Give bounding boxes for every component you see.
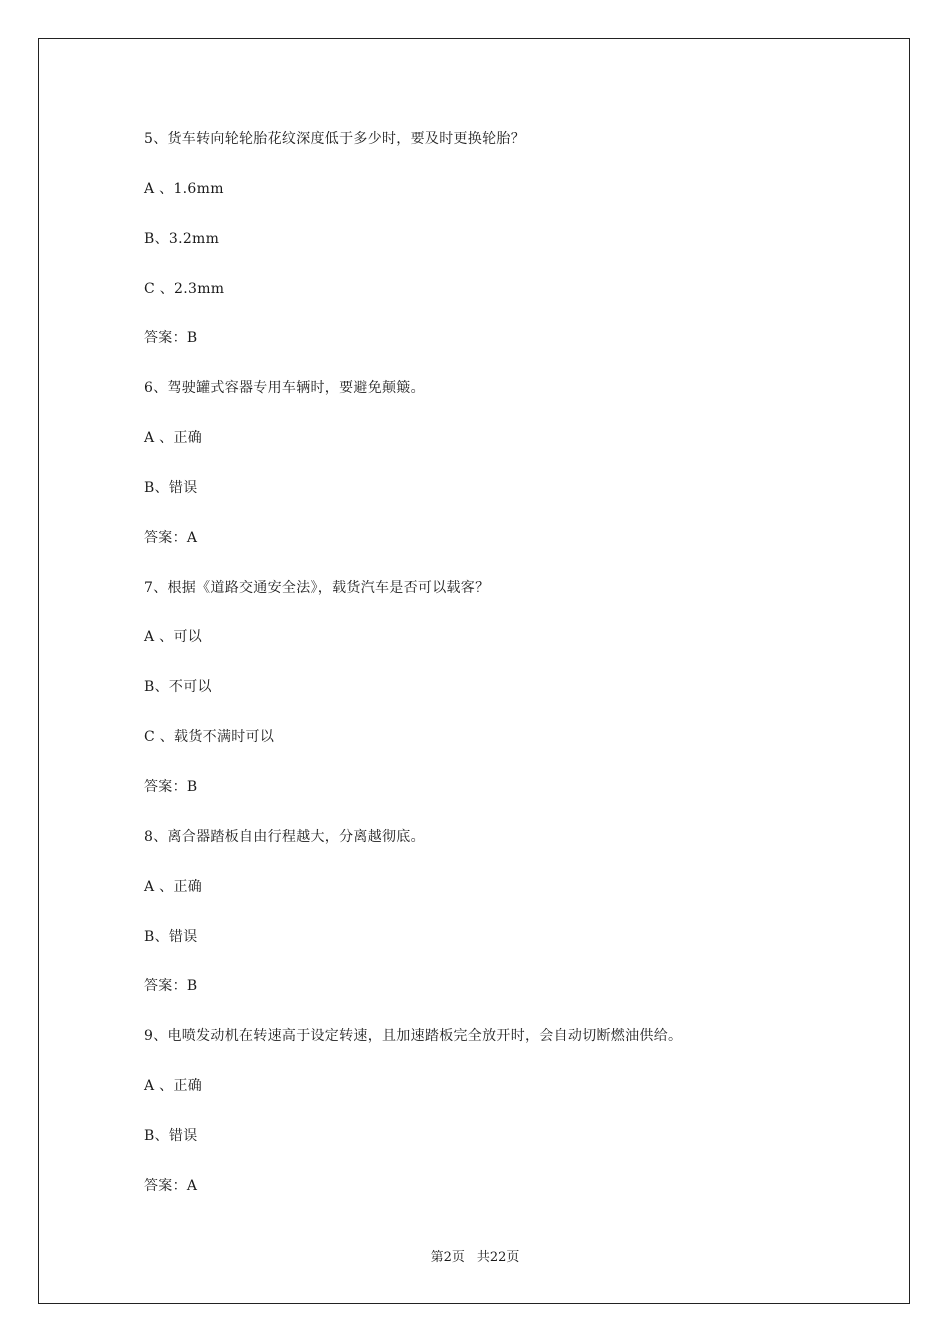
option-b: B、3.2mm — [144, 230, 220, 247]
option-b: B、不可以 — [144, 679, 212, 696]
answer: 答案：A — [144, 1177, 198, 1194]
answer: 答案：B — [144, 330, 198, 347]
question-text: 7、根据《道路交通安全法》，载货汽车是否可以载客？ — [144, 579, 490, 596]
option-a: A 、正确 — [144, 878, 203, 895]
option-a: A 、正确 — [144, 1078, 203, 1095]
option-b: B、错误 — [144, 928, 198, 945]
question-text: 9、电喷发动机在转速高于设定转速，且加速踏板完全放开时，会自动切断燃油供给。 — [144, 1028, 683, 1045]
option-c: C 、2.3mm — [144, 280, 225, 297]
answer: 答案：B — [144, 778, 198, 795]
answer: 答案：A — [144, 529, 198, 546]
question-text: 6、驾驶罐式容器专用车辆时，要避免颠簸。 — [144, 380, 425, 397]
option-c: C 、载货不满时可以 — [144, 729, 275, 746]
question-text: 5、货车转向轮轮胎花纹深度低于多少时，要及时更换轮胎？ — [144, 131, 526, 147]
option-b: B、错误 — [144, 1127, 198, 1144]
question-list — [144, 124, 864, 1221]
option-a: A 、正确 — [144, 430, 203, 447]
question-text: 8、离合器踏板自由行程越大，分离越彻底。 — [144, 828, 425, 845]
option-a: A 、1.6mm — [144, 180, 224, 197]
option-b: B、错误 — [144, 479, 198, 496]
option-a: A 、可以 — [144, 629, 203, 646]
current-page-number: 第2页 — [430, 1250, 465, 1265]
total-page-count: 共22页 — [476, 1250, 520, 1265]
page-footer — [0, 1248, 950, 1268]
answer: 答案：B — [144, 978, 198, 995]
